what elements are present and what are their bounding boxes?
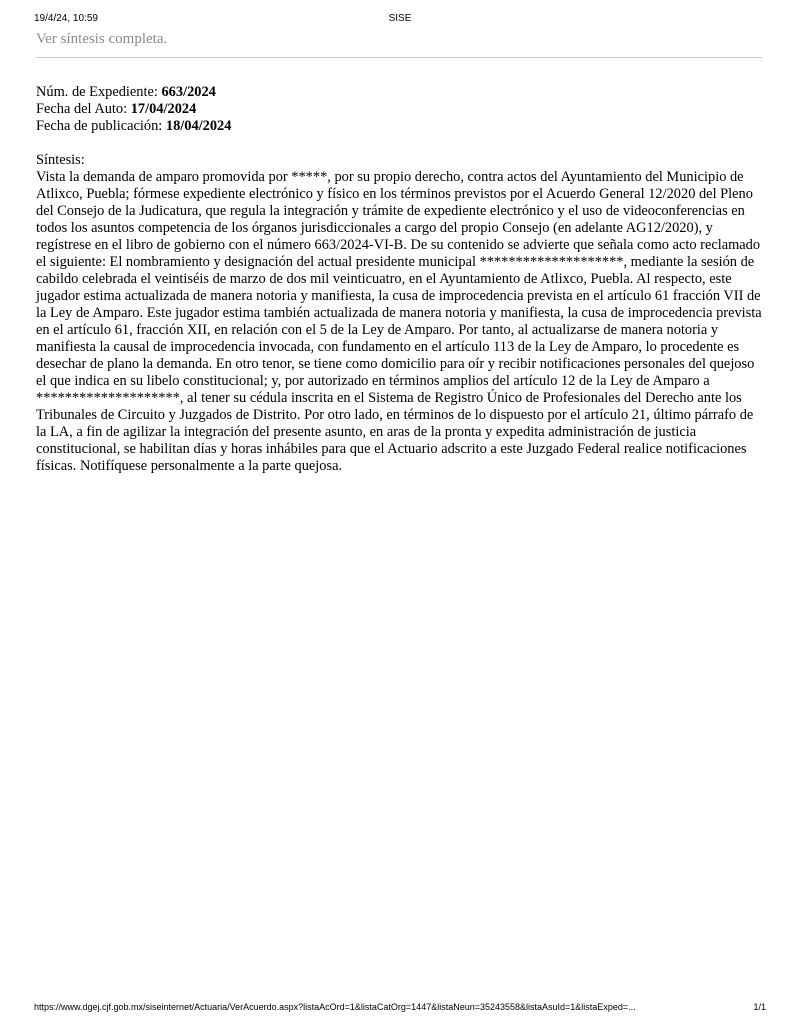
divider bbox=[36, 57, 762, 58]
document-body bbox=[36, 84, 764, 475]
fecha-auto-label: Fecha del Auto: bbox=[36, 101, 131, 117]
sintesis-body: Vista la demanda de amparo promovida por *****, por su propio derecho, contra actos del Ayuntamiento del Municipio de Atlixco, Puebla; fórmese expediente electrónico y físico en los términos previstos por el Acuerdo General 12/2020 del Pleno del Consejo de la Judicatura, que regula la integración y trámite de expediente electrónico y el uso de videoconferencias en todos los asuntos competencia de los órganos jurisdiccionales a cargo del propio Consejo (en adelante AG12/2020), y regístrese en el libro de gobierno con el número 663/2024-VI-B. De su contenido se advierte que señala como acto reclamado el siguiente: El nombramiento y designación del actual presidente municipal ********************, mediante la sesión de cabildo celebrada el veintiséis de marzo de dos mil veinticuatro, en el Ayuntamiento de Atlixco, Puebla. Al respecto, este jugador estima actualizada de manera notoria y manifiesta, la cusa de improcedencia prevista en el artículo 61 fracción VII de la Ley de Amparo. Este jugador estima también actualizada de manera notoria y manifiesta, la cusa de improcedencia prevista en el artículo 61, fracción XII, en relación con el 5 de la Ley de Amparo. Por tanto, al actualizarse de manera notoria y manifiesta la causal de improcedencia invocada, con fundamento en el artículo 113 de la Ley de Amparo, lo procedente es desechar de plano la demanda. En otro tenor, se tiene como domicilio para oír y recibir notificaciones personales del quejoso el que indica en su libelo constitucional; y, por autorizado en términos amplios del artículo 12 de la Ley de Amparo a ********************, al tener su cédula inscrita en el Sistema de Registro Único de Profesionales del Derecho ante los Tribunales de Circuito y Juzgados de Distrito. Por otro lado, en términos de lo dispuesto por el artículo 21, último párrafo de la LA, a fin de agilizar la integración del presente asunto, en aras de la pronta y expedita administración de justicia constitucional, se habilitan días y horas inhábiles para que el Actuario adscrito a este Juzgado Federal realice notificaciones físicas. Notifíquese personalmente a la parte quejosa. bbox=[36, 169, 762, 474]
fecha-publicacion-label: Fecha de publicación: bbox=[36, 118, 166, 134]
view-full-synthesis-link[interactable]: Ver síntesis completa. bbox=[36, 31, 168, 47]
fecha-publicacion-value: 18/04/2024 bbox=[165, 118, 232, 134]
print-page-number: 1/1 bbox=[753, 1002, 766, 1012]
print-page-title: SISE bbox=[388, 13, 412, 24]
spacer bbox=[36, 135, 764, 152]
expediente-label: Núm. de Expediente: bbox=[36, 84, 162, 100]
expediente-value: 663/2024 bbox=[161, 84, 216, 100]
sintesis-label: Síntesis: bbox=[36, 152, 85, 168]
fecha-auto-value: 17/04/2024 bbox=[130, 101, 197, 117]
print-footer-url: https://www.dgej.cjf.gob.mx/siseinternet/Actuaria/VerAcuerdo.aspx?listaAcOrd=1&listaCatOrg=1447&listaNeun=35243558&listaAsuId=1&listaExped=... bbox=[34, 1002, 636, 1012]
print-datetime: 19/4/24, 10:59 bbox=[34, 13, 98, 24]
expediente-line bbox=[36, 84, 764, 101]
fecha-publicacion-line bbox=[36, 118, 764, 135]
fecha-auto-line bbox=[36, 101, 764, 118]
